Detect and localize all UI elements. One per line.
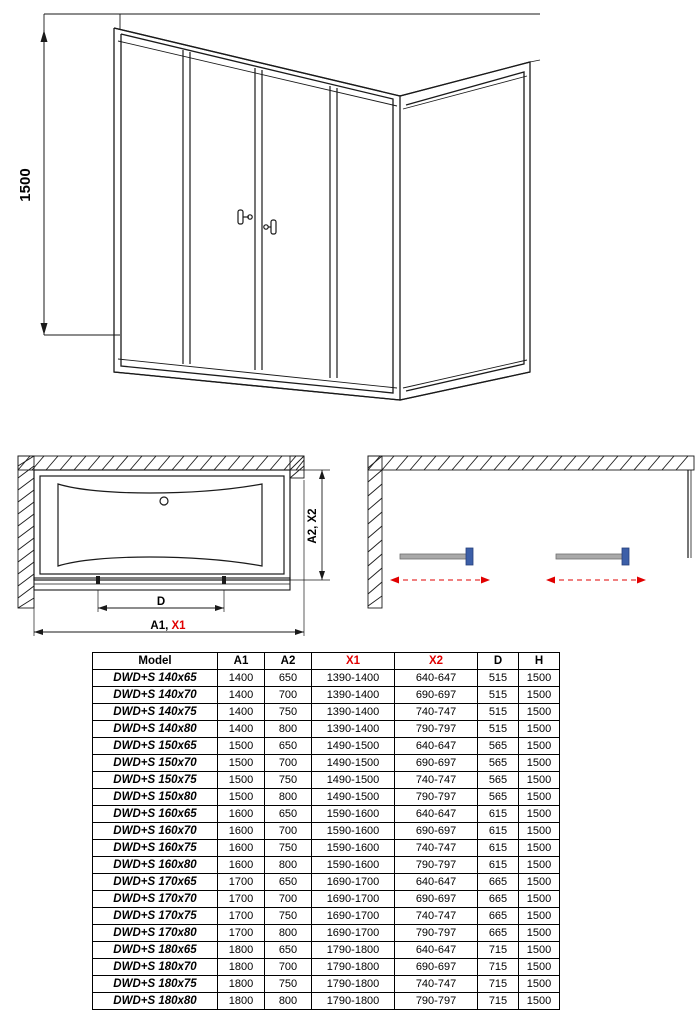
- table-row: [93, 942, 560, 959]
- cell-a2: 800: [265, 925, 312, 942]
- cell-a1: 1400: [218, 704, 265, 721]
- table-row: [93, 857, 560, 874]
- cell-d: 515: [478, 670, 519, 687]
- cell-x1: 1490-1500: [312, 772, 395, 789]
- table-row: [93, 670, 560, 687]
- cell-a2: 800: [265, 721, 312, 738]
- cell-model: DWD+S 170x80: [93, 925, 218, 942]
- cell-x2: 640-647: [395, 806, 478, 823]
- cell-d: 515: [478, 704, 519, 721]
- table-row: [93, 840, 560, 857]
- cell-a1: 1800: [218, 976, 265, 993]
- cell-model: DWD+S 180x65: [93, 942, 218, 959]
- cell-a1: 1800: [218, 942, 265, 959]
- cell-d: 615: [478, 823, 519, 840]
- cell-model: DWD+S 170x65: [93, 874, 218, 891]
- table-row: [93, 874, 560, 891]
- height-dimension-label: 1500: [17, 168, 34, 202]
- cell-a2: 800: [265, 857, 312, 874]
- cell-a1: 1400: [218, 670, 265, 687]
- cell-h: 1500: [519, 959, 560, 976]
- cell-x2: 790-797: [395, 993, 478, 1010]
- cell-x2: 790-797: [395, 789, 478, 806]
- cell-model: DWD+S 170x75: [93, 908, 218, 925]
- cell-x1: 1390-1400: [312, 721, 395, 738]
- door-handle-left: [238, 210, 252, 224]
- cell-x2: 740-747: [395, 704, 478, 721]
- cell-a2: 650: [265, 942, 312, 959]
- table-row: [93, 959, 560, 976]
- cell-a1: 1700: [218, 874, 265, 891]
- plan-view-door-travel: [358, 440, 698, 620]
- th-model: Model: [93, 653, 218, 670]
- cell-a1: 1500: [218, 772, 265, 789]
- cell-h: 1500: [519, 823, 560, 840]
- cell-h: 1500: [519, 857, 560, 874]
- cell-d: 565: [478, 738, 519, 755]
- cell-x1: 1590-1600: [312, 823, 395, 840]
- cell-x2: 690-697: [395, 823, 478, 840]
- cell-a2: 800: [265, 993, 312, 1010]
- specification-table: [92, 652, 560, 1010]
- cell-a2: 750: [265, 840, 312, 857]
- cell-a1: 1600: [218, 840, 265, 857]
- cell-d: 515: [478, 687, 519, 704]
- cell-h: 1500: [519, 874, 560, 891]
- cell-x2: 740-747: [395, 772, 478, 789]
- cell-model: DWD+S 140x80: [93, 721, 218, 738]
- cell-h: 1500: [519, 925, 560, 942]
- cell-d: 665: [478, 925, 519, 942]
- cell-x1: 1690-1700: [312, 925, 395, 942]
- table-row: [93, 738, 560, 755]
- cell-a1: 1600: [218, 857, 265, 874]
- cell-d: 665: [478, 908, 519, 925]
- cell-h: 1500: [519, 976, 560, 993]
- cell-a2: 650: [265, 874, 312, 891]
- cell-model: DWD+S 180x70: [93, 959, 218, 976]
- cell-x1: 1790-1800: [312, 942, 395, 959]
- cell-x2: 740-747: [395, 840, 478, 857]
- cell-d: 515: [478, 721, 519, 738]
- cell-x1: 1690-1700: [312, 874, 395, 891]
- table-row: [93, 704, 560, 721]
- cell-h: 1500: [519, 908, 560, 925]
- door-leaf-left: [400, 548, 473, 565]
- cell-model: DWD+S 150x75: [93, 772, 218, 789]
- cell-a1: 1600: [218, 823, 265, 840]
- cell-model: DWD+S 140x65: [93, 670, 218, 687]
- cell-a1: 1500: [218, 738, 265, 755]
- cell-h: 1500: [519, 721, 560, 738]
- cell-h: 1500: [519, 942, 560, 959]
- cell-x2: 690-697: [395, 687, 478, 704]
- cell-a2: 700: [265, 755, 312, 772]
- table-row: [93, 687, 560, 704]
- cell-a2: 700: [265, 959, 312, 976]
- th-x1: X1: [312, 653, 395, 670]
- th-h: H: [519, 653, 560, 670]
- cell-x1: 1790-1800: [312, 959, 395, 976]
- cell-x2: 640-647: [395, 738, 478, 755]
- cell-d: 665: [478, 874, 519, 891]
- cell-x2: 640-647: [395, 670, 478, 687]
- cell-h: 1500: [519, 891, 560, 908]
- cell-d: 715: [478, 959, 519, 976]
- door-leaf-right: [556, 548, 629, 565]
- cell-d: 715: [478, 993, 519, 1010]
- cell-h: 1500: [519, 738, 560, 755]
- door-track-plan: [34, 576, 290, 590]
- cell-model: DWD+S 180x75: [93, 976, 218, 993]
- wall-hatch-top-right: [368, 456, 694, 470]
- cell-x2: 790-797: [395, 721, 478, 738]
- cell-x1: 1790-1800: [312, 993, 395, 1010]
- cell-a2: 650: [265, 670, 312, 687]
- cell-d: 565: [478, 772, 519, 789]
- cell-x1: 1390-1400: [312, 670, 395, 687]
- a1-x1-dimension-label: A1, X1: [150, 620, 186, 632]
- table-row: [93, 789, 560, 806]
- cell-a2: 700: [265, 687, 312, 704]
- cell-x2: 790-797: [395, 925, 478, 942]
- cell-x1: 1490-1500: [312, 789, 395, 806]
- wall-hatch-left: [18, 456, 34, 608]
- table-row: [93, 908, 560, 925]
- cell-a1: 1400: [218, 687, 265, 704]
- cell-x1: 1690-1700: [312, 891, 395, 908]
- cell-h: 1500: [519, 789, 560, 806]
- cell-a2: 750: [265, 976, 312, 993]
- cell-a1: 1700: [218, 891, 265, 908]
- table-row: [93, 993, 560, 1010]
- cell-a2: 700: [265, 823, 312, 840]
- cell-model: DWD+S 170x70: [93, 891, 218, 908]
- cell-model: DWD+S 160x70: [93, 823, 218, 840]
- cell-x1: 1590-1600: [312, 857, 395, 874]
- table-row: [93, 755, 560, 772]
- cell-a1: 1800: [218, 993, 265, 1010]
- door-handle-right: [264, 220, 276, 234]
- cell-h: 1500: [519, 704, 560, 721]
- cell-a2: 650: [265, 806, 312, 823]
- cell-a1: 1700: [218, 908, 265, 925]
- th-a1: A1: [218, 653, 265, 670]
- cell-h: 1500: [519, 806, 560, 823]
- table-row: [93, 772, 560, 789]
- cell-h: 1500: [519, 840, 560, 857]
- cell-a2: 700: [265, 891, 312, 908]
- cell-x2: 740-747: [395, 908, 478, 925]
- cell-model: DWD+S 140x70: [93, 687, 218, 704]
- cell-h: 1500: [519, 687, 560, 704]
- cell-h: 1500: [519, 993, 560, 1010]
- cell-x1: 1390-1400: [312, 687, 395, 704]
- cell-x1: 1790-1800: [312, 976, 395, 993]
- cell-a1: 1500: [218, 755, 265, 772]
- cell-model: DWD+S 180x80: [93, 993, 218, 1010]
- cell-a1: 1700: [218, 925, 265, 942]
- cell-d: 715: [478, 942, 519, 959]
- cell-h: 1500: [519, 755, 560, 772]
- table-row: [93, 806, 560, 823]
- cell-x2: 690-697: [395, 891, 478, 908]
- plan-view-bathtub: [0, 440, 350, 650]
- cell-x2: 640-647: [395, 942, 478, 959]
- cell-a2: 750: [265, 704, 312, 721]
- d-dimension-label: D: [156, 596, 166, 608]
- cell-d: 565: [478, 755, 519, 772]
- cell-x1: 1690-1700: [312, 908, 395, 925]
- cell-a2: 650: [265, 738, 312, 755]
- cell-x1: 1590-1600: [312, 840, 395, 857]
- cell-model: DWD+S 160x75: [93, 840, 218, 857]
- table-row: [93, 891, 560, 908]
- cell-x1: 1590-1600: [312, 806, 395, 823]
- cell-model: DWD+S 150x80: [93, 789, 218, 806]
- cell-x1: 1490-1500: [312, 755, 395, 772]
- cell-d: 615: [478, 857, 519, 874]
- cell-a1: 1500: [218, 789, 265, 806]
- bathtub-outline: [34, 470, 290, 580]
- cell-model: DWD+S 140x75: [93, 704, 218, 721]
- cell-a1: 1800: [218, 959, 265, 976]
- cell-h: 1500: [519, 670, 560, 687]
- front-elevation-drawing: [0, 0, 698, 440]
- cell-model: DWD+S 160x80: [93, 857, 218, 874]
- cell-a2: 750: [265, 908, 312, 925]
- th-a2: A2: [265, 653, 312, 670]
- cell-model: DWD+S 150x70: [93, 755, 218, 772]
- cell-a1: 1600: [218, 806, 265, 823]
- th-d: D: [478, 653, 519, 670]
- table-row: [93, 925, 560, 942]
- cell-a2: 750: [265, 772, 312, 789]
- table-row: [93, 976, 560, 993]
- cell-d: 615: [478, 806, 519, 823]
- cell-model: DWD+S 160x65: [93, 806, 218, 823]
- cell-d: 665: [478, 891, 519, 908]
- cell-h: 1500: [519, 772, 560, 789]
- wall-hatch-top: [18, 456, 304, 470]
- cell-model: DWD+S 150x65: [93, 738, 218, 755]
- cell-x2: 740-747: [395, 976, 478, 993]
- table-row: [93, 721, 560, 738]
- cell-x2: 690-697: [395, 755, 478, 772]
- specification-table-wrapper: [92, 652, 560, 1010]
- cell-x1: 1490-1500: [312, 738, 395, 755]
- table-row: [93, 823, 560, 840]
- table-header-row: [93, 653, 560, 670]
- cell-x2: 690-697: [395, 959, 478, 976]
- cell-d: 715: [478, 976, 519, 993]
- wall-hatch-left-right: [368, 456, 382, 608]
- cell-a2: 800: [265, 789, 312, 806]
- th-x2: X2: [395, 653, 478, 670]
- cell-x2: 640-647: [395, 874, 478, 891]
- cell-d: 565: [478, 789, 519, 806]
- cell-x1: 1390-1400: [312, 704, 395, 721]
- cell-d: 615: [478, 840, 519, 857]
- a2-x2-dimension-label: A2, X2: [307, 508, 319, 544]
- cell-a1: 1400: [218, 721, 265, 738]
- table-body: [93, 670, 560, 1010]
- cell-x2: 790-797: [395, 857, 478, 874]
